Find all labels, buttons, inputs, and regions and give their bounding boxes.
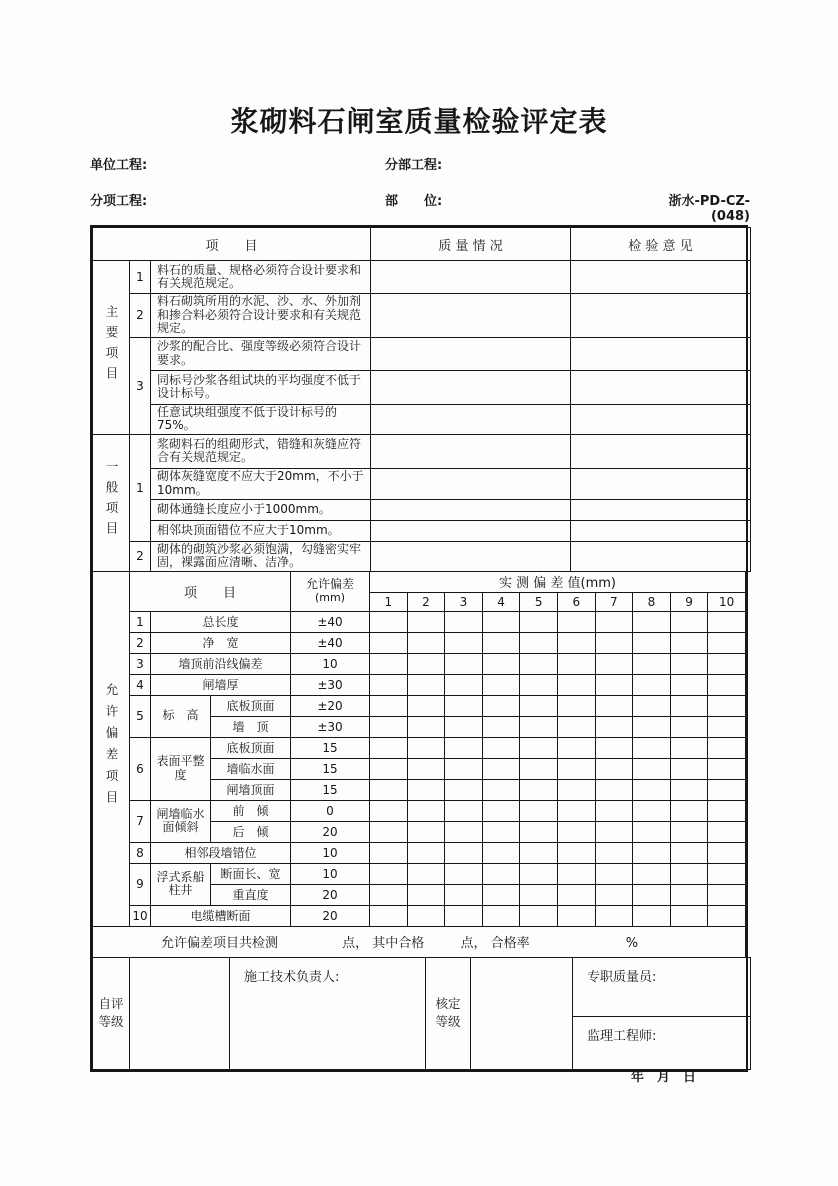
summary-passed-label: 点， 其中合格 bbox=[342, 936, 425, 951]
measured-value-cell[interactable] bbox=[445, 905, 483, 926]
measured-value-cell[interactable] bbox=[482, 800, 520, 821]
status-cell[interactable] bbox=[371, 499, 571, 520]
measured-value-cell[interactable] bbox=[407, 905, 445, 926]
dev-item-name: 总长度 bbox=[151, 611, 291, 632]
dev-row-number: 1 bbox=[130, 611, 151, 632]
item-text: 浆砌料石的组砌形式，错缝和灰缝应符合有关规范规定。 bbox=[151, 434, 371, 468]
measured-value-cell[interactable] bbox=[633, 674, 671, 695]
summary-checked-label: 允许偏差项目共检测 bbox=[161, 936, 279, 951]
measured-value-cell[interactable] bbox=[633, 821, 671, 842]
measured-value-cell[interactable] bbox=[557, 800, 595, 821]
measured-value-cell[interactable] bbox=[520, 611, 558, 632]
allowed-deviation-value: 10 bbox=[291, 842, 370, 863]
measured-value-cell[interactable] bbox=[670, 695, 708, 716]
measured-value-cell[interactable] bbox=[445, 800, 483, 821]
measured-value-cell[interactable] bbox=[708, 737, 746, 758]
measured-value-cell[interactable] bbox=[633, 632, 671, 653]
opinion-cell[interactable] bbox=[571, 337, 751, 370]
measured-value-cell[interactable] bbox=[482, 632, 520, 653]
item-text: 砌体灰缝宽度不应大于20mm，不小于10mm。 bbox=[151, 468, 371, 499]
measured-value-cell[interactable] bbox=[370, 821, 408, 842]
measured-value-cell[interactable] bbox=[670, 716, 708, 737]
measured-value-cell[interactable] bbox=[595, 905, 633, 926]
dev-item-name: 标 高 bbox=[151, 695, 211, 737]
opinion-cell[interactable] bbox=[571, 541, 751, 571]
measured-value-cell[interactable] bbox=[708, 632, 746, 653]
status-cell[interactable] bbox=[371, 294, 571, 338]
item-number: 3 bbox=[130, 337, 151, 434]
measured-col-6: 6 bbox=[557, 592, 595, 611]
dev-item-name: 净 宽 bbox=[151, 632, 291, 653]
measured-value-cell[interactable] bbox=[708, 779, 746, 800]
measured-value-cell[interactable] bbox=[708, 884, 746, 905]
dev-row-number: 2 bbox=[130, 632, 151, 653]
measured-value-cell[interactable] bbox=[482, 695, 520, 716]
measured-value-cell[interactable] bbox=[520, 800, 558, 821]
subitem-project-label: 分项工程: bbox=[90, 194, 148, 209]
measured-value-cell[interactable] bbox=[407, 779, 445, 800]
measured-value-cell[interactable] bbox=[482, 863, 520, 884]
dev-sub-item: 前 倾 bbox=[211, 800, 291, 821]
measured-value-cell[interactable] bbox=[445, 674, 483, 695]
dev-row-number: 4 bbox=[130, 674, 151, 695]
status-cell[interactable] bbox=[371, 370, 571, 404]
measured-value-cell[interactable] bbox=[708, 800, 746, 821]
dev-row-number: 6 bbox=[130, 737, 151, 800]
status-cell[interactable] bbox=[371, 261, 571, 294]
measured-value-cell[interactable] bbox=[557, 884, 595, 905]
allowed-deviation-value: ±30 bbox=[291, 674, 370, 695]
measured-value-cell[interactable] bbox=[520, 842, 558, 863]
measured-col-5: 5 bbox=[520, 592, 558, 611]
dev-sub-item: 墙临水面 bbox=[211, 758, 291, 779]
col-header-item: 项 目 bbox=[93, 228, 371, 261]
measured-value-cell[interactable] bbox=[595, 842, 633, 863]
allowed-deviation-value: ±30 bbox=[291, 716, 370, 737]
opinion-cell[interactable] bbox=[571, 294, 751, 338]
measured-value-cell[interactable] bbox=[407, 653, 445, 674]
measured-value-cell[interactable] bbox=[708, 842, 746, 863]
measured-value-cell[interactable] bbox=[520, 716, 558, 737]
quality-items-table bbox=[92, 227, 751, 572]
allowed-deviation-value: 10 bbox=[291, 863, 370, 884]
measured-value-cell[interactable] bbox=[557, 821, 595, 842]
measured-value-cell[interactable] bbox=[708, 758, 746, 779]
deviation-col-header-allow: 允许偏差 (mm) bbox=[291, 571, 370, 611]
measured-value-cell[interactable] bbox=[482, 716, 520, 737]
measured-value-cell[interactable] bbox=[595, 863, 633, 884]
deviation-col-header-item: 项 目 bbox=[130, 571, 291, 611]
measured-value-cell[interactable] bbox=[370, 800, 408, 821]
allowed-deviation-value: 15 bbox=[291, 758, 370, 779]
measured-value-cell[interactable] bbox=[520, 884, 558, 905]
allowed-deviation-value: ±40 bbox=[291, 632, 370, 653]
item-number: 2 bbox=[130, 294, 151, 338]
measured-value-cell[interactable] bbox=[445, 611, 483, 632]
section-label-main-items: 主要项目 bbox=[93, 261, 130, 435]
allowed-deviation-value: 20 bbox=[291, 884, 370, 905]
measured-value-cell[interactable] bbox=[633, 737, 671, 758]
measured-value-cell[interactable] bbox=[482, 905, 520, 926]
measured-value-cell[interactable] bbox=[370, 758, 408, 779]
measured-value-cell[interactable] bbox=[595, 800, 633, 821]
measured-value-cell[interactable] bbox=[595, 695, 633, 716]
measured-value-cell[interactable] bbox=[520, 758, 558, 779]
dev-sub-item: 后 倾 bbox=[211, 821, 291, 842]
measured-value-cell[interactable] bbox=[407, 695, 445, 716]
item-text: 沙浆的配合比、强度等级必须符合设计要求。 bbox=[151, 337, 371, 370]
measured-value-cell[interactable] bbox=[407, 842, 445, 863]
measured-value-cell[interactable] bbox=[482, 884, 520, 905]
measured-value-cell[interactable] bbox=[482, 611, 520, 632]
opinion-cell[interactable] bbox=[571, 370, 751, 404]
measured-value-cell[interactable] bbox=[445, 758, 483, 779]
measured-value-cell[interactable] bbox=[520, 863, 558, 884]
dev-item-name: 相邻段墙错位 bbox=[151, 842, 291, 863]
measured-value-cell[interactable] bbox=[670, 611, 708, 632]
item-number: 2 bbox=[130, 541, 151, 571]
measured-value-cell[interactable] bbox=[370, 863, 408, 884]
measured-value-cell[interactable] bbox=[445, 779, 483, 800]
dev-sub-item: 墙 顶 bbox=[211, 716, 291, 737]
measured-value-cell[interactable] bbox=[370, 695, 408, 716]
measured-value-cell[interactable] bbox=[670, 758, 708, 779]
tech-director-label: 施工技术负责人: bbox=[230, 957, 426, 1069]
measured-value-cell[interactable] bbox=[407, 716, 445, 737]
status-cell[interactable] bbox=[371, 468, 571, 499]
measured-value-cell[interactable] bbox=[520, 905, 558, 926]
dev-row-number: 3 bbox=[130, 653, 151, 674]
measured-value-cell[interactable] bbox=[445, 695, 483, 716]
item-number: 1 bbox=[130, 261, 151, 294]
dev-sub-item: 重直度 bbox=[211, 884, 291, 905]
measured-value-cell[interactable] bbox=[633, 863, 671, 884]
measured-value-cell[interactable] bbox=[595, 632, 633, 653]
measured-value-cell[interactable] bbox=[445, 737, 483, 758]
dev-sub-item: 底板顶面 bbox=[211, 695, 291, 716]
measured-value-cell[interactable] bbox=[670, 779, 708, 800]
item-text: 料石砌筑所用的水泥、沙、水、外加剂和掺合料必须符合设计要求和有关规范规定。 bbox=[151, 294, 371, 338]
division-project-label: 分部工程: bbox=[385, 158, 443, 173]
dev-row-number: 9 bbox=[130, 863, 151, 905]
dev-item-name: 墙顶前沿线偏差 bbox=[151, 653, 291, 674]
measured-value-cell[interactable] bbox=[708, 611, 746, 632]
measured-value-cell[interactable] bbox=[407, 800, 445, 821]
measured-col-2: 2 bbox=[407, 592, 445, 611]
measured-value-cell[interactable] bbox=[708, 905, 746, 926]
measured-value-cell[interactable] bbox=[595, 884, 633, 905]
measured-col-3: 3 bbox=[445, 592, 483, 611]
measured-value-cell[interactable] bbox=[407, 737, 445, 758]
allowed-deviation-value: ±20 bbox=[291, 695, 370, 716]
measured-value-cell[interactable] bbox=[557, 779, 595, 800]
measured-value-cell[interactable] bbox=[708, 716, 746, 737]
measured-value-cell[interactable] bbox=[708, 695, 746, 716]
measured-value-cell[interactable] bbox=[482, 779, 520, 800]
measured-value-cell[interactable] bbox=[370, 674, 408, 695]
allowed-deviation-value: 20 bbox=[291, 905, 370, 926]
status-cell[interactable] bbox=[371, 434, 571, 468]
measured-value-cell[interactable] bbox=[445, 884, 483, 905]
measured-value-cell[interactable] bbox=[557, 611, 595, 632]
measured-value-cell[interactable] bbox=[370, 737, 408, 758]
measured-value-cell[interactable] bbox=[708, 821, 746, 842]
measured-value-cell[interactable] bbox=[407, 611, 445, 632]
col-header-status: 质 量 情 况 bbox=[371, 228, 571, 261]
checked-grade-label: 核定等级 bbox=[426, 957, 471, 1069]
measured-value-cell[interactable] bbox=[370, 653, 408, 674]
measured-value-cell[interactable] bbox=[482, 842, 520, 863]
measured-value-cell[interactable] bbox=[670, 653, 708, 674]
col-header-opinion: 检 验 意 见 bbox=[571, 228, 751, 261]
allowed-deviation-value: 0 bbox=[291, 800, 370, 821]
measured-value-cell[interactable] bbox=[633, 779, 671, 800]
dev-row-number: 10 bbox=[130, 905, 151, 926]
measured-value-cell[interactable] bbox=[557, 695, 595, 716]
opinion-cell[interactable] bbox=[571, 499, 751, 520]
dev-item-name: 闸墙临水面倾斜 bbox=[151, 800, 211, 842]
measured-value-cell[interactable] bbox=[708, 653, 746, 674]
dev-sub-item: 断面长、宽 bbox=[211, 863, 291, 884]
dev-item-name: 闸墙厚 bbox=[151, 674, 291, 695]
measured-value-cell[interactable] bbox=[633, 800, 671, 821]
section-label-deviation-items: 允许偏差项目 bbox=[93, 571, 130, 926]
form-title: 浆砌料石闸室质量检验评定表 bbox=[230, 105, 608, 138]
measured-value-cell[interactable] bbox=[557, 737, 595, 758]
opinion-cell[interactable] bbox=[571, 404, 751, 434]
measured-value-cell[interactable] bbox=[557, 716, 595, 737]
measured-value-cell[interactable] bbox=[445, 632, 483, 653]
allowed-deviation-value: ±40 bbox=[291, 611, 370, 632]
deviation-table bbox=[92, 571, 746, 927]
supervisor-label: 监理工程师: bbox=[573, 1016, 751, 1069]
item-text: 任意试块组强度不低于设计标号的75%。 bbox=[151, 404, 371, 434]
signature-table bbox=[92, 957, 751, 1070]
summary-percent-sign: % bbox=[625, 936, 639, 951]
measured-value-cell[interactable] bbox=[633, 695, 671, 716]
measured-value-cell[interactable] bbox=[370, 842, 408, 863]
measured-value-cell[interactable] bbox=[557, 674, 595, 695]
measured-col-8: 8 bbox=[633, 592, 671, 611]
checked-grade-cell[interactable] bbox=[471, 957, 573, 1069]
status-cell[interactable] bbox=[371, 541, 571, 571]
item-number: 1 bbox=[130, 434, 151, 541]
measured-value-cell[interactable] bbox=[370, 632, 408, 653]
measured-value-cell[interactable] bbox=[557, 863, 595, 884]
opinion-cell[interactable] bbox=[571, 434, 751, 468]
measured-value-cell[interactable] bbox=[633, 905, 671, 926]
measured-value-cell[interactable] bbox=[407, 884, 445, 905]
summary-table bbox=[92, 926, 746, 958]
item-text: 相邻块顶面错位不应大于10mm。 bbox=[151, 520, 371, 541]
opinion-cell[interactable] bbox=[571, 261, 751, 294]
measured-col-4: 4 bbox=[482, 592, 520, 611]
measured-value-cell[interactable] bbox=[595, 716, 633, 737]
measured-value-cell[interactable] bbox=[633, 842, 671, 863]
measured-col-7: 7 bbox=[595, 592, 633, 611]
measured-value-cell[interactable] bbox=[407, 821, 445, 842]
measured-value-cell[interactable] bbox=[520, 821, 558, 842]
measured-value-cell[interactable] bbox=[670, 674, 708, 695]
measured-value-cell[interactable] bbox=[670, 800, 708, 821]
measured-value-cell[interactable] bbox=[557, 842, 595, 863]
measured-value-cell[interactable] bbox=[445, 842, 483, 863]
measured-value-cell[interactable] bbox=[520, 779, 558, 800]
measured-value-cell[interactable] bbox=[370, 611, 408, 632]
unit-project-label: 单位工程: bbox=[90, 158, 148, 173]
measured-value-cell[interactable] bbox=[482, 821, 520, 842]
measured-col-9: 9 bbox=[670, 592, 708, 611]
measured-value-cell[interactable] bbox=[557, 653, 595, 674]
measured-value-cell[interactable] bbox=[407, 632, 445, 653]
status-cell[interactable] bbox=[371, 404, 571, 434]
measured-value-cell[interactable] bbox=[520, 632, 558, 653]
item-text: 砌体通缝长度应小于1000mm。 bbox=[151, 499, 371, 520]
dev-item-name: 浮式系船柱井 bbox=[151, 863, 211, 905]
measured-col-10: 10 bbox=[708, 592, 746, 611]
allowed-deviation-value: 20 bbox=[291, 821, 370, 842]
opinion-cell[interactable] bbox=[571, 468, 751, 499]
measured-value-cell[interactable] bbox=[670, 863, 708, 884]
measured-value-cell[interactable] bbox=[595, 779, 633, 800]
measured-value-cell[interactable] bbox=[633, 884, 671, 905]
allowed-deviation-value: 10 bbox=[291, 653, 370, 674]
dev-row-number: 5 bbox=[130, 695, 151, 737]
item-text: 同标号沙浆各组试块的平均强度不低于设计标号。 bbox=[151, 370, 371, 404]
measured-value-cell[interactable] bbox=[520, 674, 558, 695]
measured-value-cell[interactable] bbox=[595, 821, 633, 842]
measured-value-cell[interactable] bbox=[520, 737, 558, 758]
measured-value-cell[interactable] bbox=[708, 863, 746, 884]
measured-value-cell[interactable] bbox=[407, 674, 445, 695]
measured-value-cell[interactable] bbox=[595, 674, 633, 695]
measured-value-cell[interactable] bbox=[633, 758, 671, 779]
measured-value-cell[interactable] bbox=[670, 632, 708, 653]
deviation-col-header-measured: 实 测 偏 差 值(mm) bbox=[370, 571, 746, 592]
measured-value-cell[interactable] bbox=[670, 737, 708, 758]
status-cell[interactable] bbox=[371, 520, 571, 541]
measured-value-cell[interactable] bbox=[445, 653, 483, 674]
opinion-cell[interactable] bbox=[571, 520, 751, 541]
measured-value-cell[interactable] bbox=[633, 653, 671, 674]
item-text: 砌体的砌筑沙浆必须饱满，勾缝密实牢固，裸露面应清晰、洁净。 bbox=[151, 541, 371, 571]
measured-value-cell[interactable] bbox=[670, 905, 708, 926]
measured-value-cell[interactable] bbox=[482, 674, 520, 695]
measured-value-cell[interactable] bbox=[407, 863, 445, 884]
dev-row-number: 7 bbox=[130, 800, 151, 842]
quality-officer-label: 专职质量员: bbox=[573, 957, 751, 1016]
section-label-general-items: 一般项目 bbox=[93, 434, 130, 571]
measured-col-1: 1 bbox=[370, 592, 408, 611]
dev-sub-item: 闸墙顶面 bbox=[211, 779, 291, 800]
measured-value-cell[interactable] bbox=[407, 758, 445, 779]
measured-value-cell[interactable] bbox=[445, 716, 483, 737]
item-text: 料石的质量、规格必须符合设计要求和有关规范规定。 bbox=[151, 261, 371, 294]
status-cell[interactable] bbox=[371, 337, 571, 370]
part-label: 部 位: bbox=[385, 194, 443, 209]
form-table-wrapper bbox=[90, 225, 748, 1072]
measured-value-cell[interactable] bbox=[370, 716, 408, 737]
summary-row bbox=[93, 926, 746, 957]
measured-value-cell[interactable] bbox=[670, 842, 708, 863]
measured-value-cell[interactable] bbox=[557, 758, 595, 779]
date-line: 年 月 日 bbox=[630, 1070, 696, 1085]
measured-value-cell[interactable] bbox=[557, 632, 595, 653]
form-code: 浙水-PD-CZ-(048) bbox=[668, 194, 750, 224]
measured-value-cell[interactable] bbox=[445, 821, 483, 842]
measured-value-cell[interactable] bbox=[670, 884, 708, 905]
dev-item-name: 表面平整度 bbox=[151, 737, 211, 800]
measured-value-cell[interactable] bbox=[445, 863, 483, 884]
dev-item-name: 电缆槽断面 bbox=[151, 905, 291, 926]
measured-value-cell[interactable] bbox=[557, 905, 595, 926]
measured-value-cell[interactable] bbox=[595, 737, 633, 758]
measured-value-cell[interactable] bbox=[370, 884, 408, 905]
measured-value-cell[interactable] bbox=[482, 653, 520, 674]
allowed-deviation-value: 15 bbox=[291, 779, 370, 800]
measured-value-cell[interactable] bbox=[670, 821, 708, 842]
measured-value-cell[interactable] bbox=[633, 716, 671, 737]
dev-sub-item: 底板顶面 bbox=[211, 737, 291, 758]
allowed-deviation-value: 15 bbox=[291, 737, 370, 758]
measured-value-cell[interactable] bbox=[520, 653, 558, 674]
self-grade-cell[interactable] bbox=[130, 957, 230, 1069]
self-grade-label: 自评等级 bbox=[93, 957, 130, 1069]
measured-value-cell[interactable] bbox=[370, 905, 408, 926]
measured-value-cell[interactable] bbox=[708, 674, 746, 695]
summary-rate-label: 点， 合格率 bbox=[460, 936, 530, 951]
measured-value-cell[interactable] bbox=[482, 758, 520, 779]
measured-value-cell[interactable] bbox=[633, 611, 671, 632]
measured-value-cell[interactable] bbox=[595, 758, 633, 779]
measured-value-cell[interactable] bbox=[595, 611, 633, 632]
dev-row-number: 8 bbox=[130, 842, 151, 863]
measured-value-cell[interactable] bbox=[595, 653, 633, 674]
measured-value-cell[interactable] bbox=[370, 779, 408, 800]
measured-value-cell[interactable] bbox=[482, 737, 520, 758]
measured-value-cell[interactable] bbox=[520, 695, 558, 716]
